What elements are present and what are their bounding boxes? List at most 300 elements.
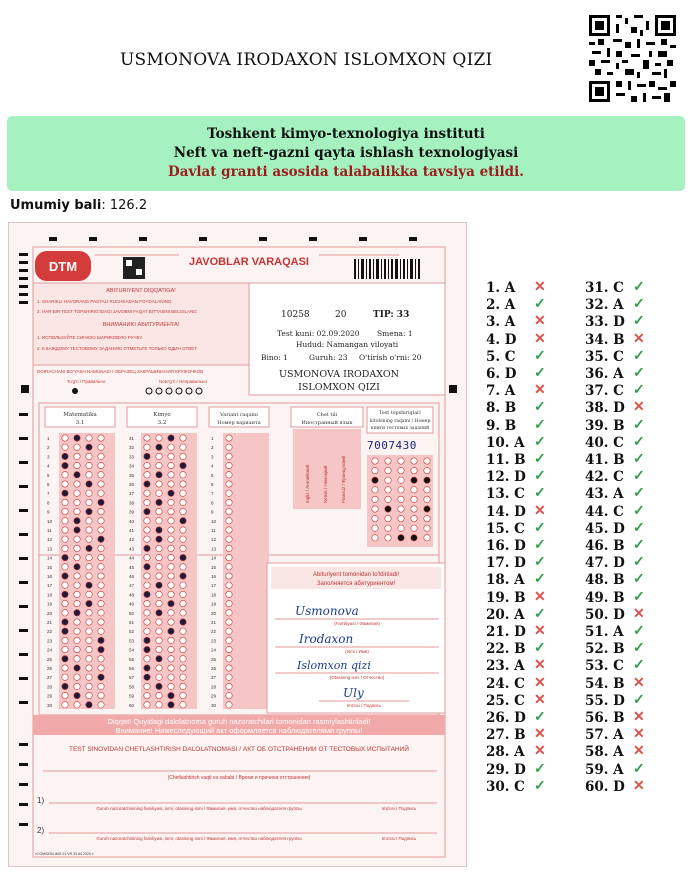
svg-text:14: 14 bbox=[211, 555, 217, 561]
answer-label: 27. B bbox=[486, 727, 526, 744]
answer-row bbox=[585, 641, 695, 658]
lang-2: Nemis / Немецкий bbox=[323, 465, 328, 503]
svg-text:5: 5 bbox=[211, 472, 214, 478]
svg-text:9: 9 bbox=[211, 509, 214, 515]
admission-banner bbox=[7, 116, 685, 191]
answer-label: 28. A bbox=[486, 744, 525, 761]
answer-row bbox=[585, 555, 695, 572]
svg-text:6: 6 bbox=[47, 482, 50, 487]
svg-text:13: 13 bbox=[47, 546, 53, 552]
cross-icon: ✕ bbox=[534, 313, 546, 330]
answer-label: 14. D bbox=[486, 503, 526, 520]
svg-text:39: 39 bbox=[129, 509, 135, 515]
svg-text:19: 19 bbox=[47, 601, 53, 607]
answer-label: 50. D bbox=[585, 606, 625, 623]
check-icon: ✓ bbox=[633, 382, 645, 399]
answer-label: 35. C bbox=[585, 348, 624, 365]
answer-row bbox=[585, 779, 695, 796]
check-icon: ✓ bbox=[633, 519, 645, 536]
svg-text:20: 20 bbox=[211, 610, 217, 616]
notice-title: ABITURIYENT DIQQATIGA! bbox=[106, 288, 176, 294]
answer-row bbox=[585, 710, 695, 727]
svg-text:29: 29 bbox=[47, 693, 53, 699]
svg-text:20: 20 bbox=[47, 610, 53, 616]
answer-label: 33. D bbox=[585, 314, 625, 331]
surname-label: (Familiyasi / Фамилия) bbox=[334, 621, 380, 626]
svg-text:37: 37 bbox=[129, 491, 135, 497]
svg-text:36: 36 bbox=[129, 482, 135, 487]
answer-row bbox=[486, 349, 596, 366]
answer-label: 57. A bbox=[585, 727, 624, 744]
col1-title: Matematika bbox=[63, 412, 97, 418]
answer-label: 51. A bbox=[585, 624, 624, 640]
answer-row bbox=[486, 538, 596, 555]
answer-row bbox=[486, 607, 596, 624]
answer-row bbox=[585, 572, 695, 589]
answer-row bbox=[486, 744, 596, 761]
answer-row bbox=[585, 383, 695, 400]
cross-icon: ✕ bbox=[633, 330, 645, 347]
cross-icon: ✕ bbox=[534, 588, 546, 605]
svg-text:3: 3 bbox=[47, 454, 50, 460]
answer-label: 10. A bbox=[486, 434, 525, 451]
svg-text:16: 16 bbox=[211, 574, 217, 579]
answer-label: 34. B bbox=[585, 331, 625, 348]
answer-label: 54. B bbox=[585, 675, 625, 692]
cross-icon: ✕ bbox=[534, 279, 546, 295]
answer-label: 44. C bbox=[585, 503, 624, 520]
svg-text:30: 30 bbox=[47, 702, 53, 708]
svg-text:9: 9 bbox=[47, 509, 50, 515]
check-icon: ✓ bbox=[633, 537, 645, 553]
lang-3: Fransuz / Французский bbox=[341, 455, 346, 503]
cross-icon: ✕ bbox=[534, 743, 546, 760]
answer-row bbox=[585, 538, 695, 555]
sheet-id: 10258 bbox=[281, 310, 310, 320]
sheet-name-2: ISLOMXON QIZI bbox=[298, 382, 380, 393]
check-icon: ✓ bbox=[534, 347, 546, 364]
svg-text:24: 24 bbox=[211, 647, 217, 653]
svg-text:21: 21 bbox=[211, 620, 217, 625]
check-icon: ✓ bbox=[534, 605, 546, 622]
wrong-label: Noto'g'ri / Неправильно bbox=[159, 379, 208, 384]
check-icon: ✓ bbox=[534, 433, 546, 450]
svg-text:22: 22 bbox=[47, 629, 53, 635]
barcode bbox=[354, 259, 420, 279]
svg-text:24: 24 bbox=[47, 647, 53, 653]
cross-icon: ✕ bbox=[633, 743, 645, 760]
cross-icon: ✕ bbox=[633, 777, 645, 794]
answer-label: 7. A bbox=[486, 383, 516, 400]
check-icon: ✓ bbox=[633, 296, 645, 313]
answer-row bbox=[486, 418, 596, 435]
svg-text:27: 27 bbox=[211, 675, 217, 681]
answer-label: 30. C bbox=[486, 778, 525, 795]
svg-text:6: 6 bbox=[211, 482, 214, 487]
lang-1: Ingliz / Английский bbox=[305, 464, 310, 503]
svg-text:18: 18 bbox=[47, 592, 53, 598]
svg-text:10: 10 bbox=[47, 518, 53, 524]
cross-icon: ✕ bbox=[534, 502, 546, 519]
svg-text:28: 28 bbox=[47, 684, 53, 690]
answer-label: 18. A bbox=[486, 572, 525, 589]
total-score-label: Umumiy bali bbox=[10, 198, 102, 213]
check-icon: ✓ bbox=[633, 640, 645, 657]
check-icon: ✓ bbox=[633, 554, 645, 571]
check-icon: ✓ bbox=[633, 279, 645, 295]
answer-label: 11. B bbox=[486, 452, 526, 468]
svg-text:19: 19 bbox=[211, 601, 217, 607]
cross-icon: ✕ bbox=[633, 605, 645, 622]
notice-title-ru: ВНИМАНИЮ АБИТУРИЕНТА! bbox=[102, 322, 180, 328]
answer-sheet-image bbox=[9, 223, 466, 866]
warning-2: Внимание! Нижеследующий акт оформляется наблюдателями группы! bbox=[115, 726, 363, 735]
answer-row bbox=[585, 590, 695, 607]
cross-icon: ✕ bbox=[633, 674, 645, 691]
answer-row bbox=[585, 727, 695, 744]
answer-label: 48. B bbox=[585, 572, 625, 589]
answer-label: 1. A bbox=[486, 280, 516, 296]
check-icon: ✓ bbox=[534, 468, 546, 485]
institute-name: Toshkent kimyo-texnologiya instituti bbox=[207, 126, 485, 142]
answer-row bbox=[486, 314, 596, 331]
answer-label: 42. C bbox=[585, 469, 624, 486]
answer-label: 23. A bbox=[486, 658, 525, 675]
answer-row bbox=[486, 572, 596, 589]
answer-label: 15. C bbox=[486, 520, 525, 537]
svg-text:22: 22 bbox=[211, 629, 217, 635]
answer-label: 43. A bbox=[585, 486, 624, 503]
check-icon: ✓ bbox=[633, 485, 645, 502]
check-icon: ✓ bbox=[633, 502, 645, 519]
col5-title: Test topshiriqlari bbox=[379, 411, 421, 416]
qr-code-icon bbox=[589, 15, 676, 102]
col3-title: Variant raqami bbox=[220, 412, 258, 418]
svg-text:28: 28 bbox=[211, 684, 217, 690]
svg-text:45: 45 bbox=[129, 564, 135, 570]
act-reason: (Chetlashtirish vaqti va sababi / Время и причина отстранения) bbox=[167, 775, 311, 781]
answer-label: 59. A bbox=[585, 761, 624, 778]
answer-label: 53. C bbox=[585, 658, 624, 675]
answer-label: 55. D bbox=[585, 692, 625, 709]
student-name: USMONOVA IRODAXON ISLOMXON QIZI bbox=[120, 50, 493, 70]
answer-label: 56. B bbox=[585, 710, 625, 726]
svg-text:23: 23 bbox=[211, 638, 217, 644]
svg-text:8: 8 bbox=[47, 500, 50, 506]
check-icon: ✓ bbox=[534, 399, 546, 416]
cross-icon: ✕ bbox=[534, 657, 546, 674]
answer-row bbox=[486, 710, 596, 727]
answer-row bbox=[585, 676, 695, 693]
answer-label: 3. A bbox=[486, 314, 516, 331]
col4-title: Chet tili bbox=[316, 412, 338, 418]
answer-label: 16. D bbox=[486, 538, 526, 554]
cross-icon: ✕ bbox=[534, 623, 546, 639]
svg-text:11: 11 bbox=[211, 528, 216, 533]
answer-row bbox=[585, 435, 695, 452]
check-icon: ✓ bbox=[633, 347, 645, 364]
act-2: 2) bbox=[37, 826, 45, 835]
col1-sub: 3.1 bbox=[75, 420, 85, 426]
answer-label: 58. A bbox=[585, 744, 624, 761]
check-icon: ✓ bbox=[633, 468, 645, 485]
answer-row bbox=[486, 693, 596, 710]
svg-text:7: 7 bbox=[211, 491, 214, 497]
answer-row bbox=[585, 400, 695, 417]
cross-icon: ✕ bbox=[534, 330, 546, 347]
svg-text:13: 13 bbox=[211, 546, 217, 552]
answer-label: 8. B bbox=[486, 400, 517, 417]
svg-text:29: 29 bbox=[211, 693, 217, 699]
answer-sheet-scan bbox=[8, 222, 467, 867]
answer-row bbox=[585, 624, 695, 641]
check-icon: ✓ bbox=[534, 451, 546, 467]
correct-label: To'g'ri / Правильно bbox=[67, 379, 106, 384]
observer-label-2: Guruh nazoratchisining familiyasi, ismi, otasining ismi / Фамилия, имя, отчество наблюдателя группы bbox=[96, 836, 302, 841]
answer-row bbox=[486, 383, 596, 400]
answer-label: 12. D bbox=[486, 469, 526, 486]
svg-text:11: 11 bbox=[47, 528, 52, 533]
svg-text:51: 51 bbox=[129, 620, 135, 625]
answer-row bbox=[585, 486, 695, 503]
answer-row bbox=[585, 297, 695, 314]
book-number: 7007430 bbox=[367, 439, 417, 452]
answer-label: 17. D bbox=[486, 555, 526, 572]
notice-1: 1. SHARIKLI HAVORANG PASTALI RUCHKADAN FOYDALANING. bbox=[37, 299, 173, 304]
check-icon: ✓ bbox=[534, 485, 546, 502]
answer-row bbox=[486, 727, 596, 744]
observer-label-1: Guruh nazoratchisining familiyasi, ismi, otasining ismi / Фамилия, имя, отчество наблюдателя группы bbox=[96, 806, 302, 811]
check-icon: ✓ bbox=[534, 777, 546, 794]
svg-text:26: 26 bbox=[47, 666, 53, 671]
svg-text:47: 47 bbox=[129, 583, 135, 589]
answer-label: 25. C bbox=[486, 692, 525, 709]
answer-label: 19. B bbox=[486, 589, 526, 606]
check-icon: ✓ bbox=[534, 640, 546, 657]
check-icon: ✓ bbox=[534, 519, 546, 536]
col5-sub: kitobining raqami / Номер bbox=[369, 419, 431, 424]
act-title: TEST SINOVIDAN CHETLASHTIRISH DALOLATNOMASI / АКТ ОБ ОТСТРАНЕНИИ ОТ ТЕСТОВЫХ ИСПЫТАНИЙ bbox=[69, 746, 409, 753]
answer-label: 41. B bbox=[585, 452, 625, 468]
svg-text:3: 3 bbox=[211, 454, 214, 460]
answer-label: 49. B bbox=[585, 589, 625, 606]
svg-text:56: 56 bbox=[129, 666, 135, 671]
svg-text:48: 48 bbox=[129, 592, 135, 598]
answer-label: 5. C bbox=[486, 348, 516, 365]
answer-row bbox=[585, 693, 695, 710]
answer-label: 47. D bbox=[585, 555, 625, 572]
answer-label: 24. C bbox=[486, 675, 525, 692]
total-score bbox=[10, 198, 147, 213]
svg-text:53: 53 bbox=[129, 638, 135, 644]
total-score-value: : 126.2 bbox=[101, 198, 148, 213]
col5-sub-2: книги тестовых заданий bbox=[370, 426, 430, 431]
check-icon: ✓ bbox=[534, 365, 546, 381]
answer-label: 6. D bbox=[486, 366, 517, 382]
col4-sub: Иностранный язык bbox=[301, 420, 353, 426]
svg-text:43: 43 bbox=[129, 546, 135, 552]
handwritten-patronymic: Islomxon qizi bbox=[297, 659, 371, 672]
svg-text:52: 52 bbox=[129, 629, 135, 635]
check-icon: ✓ bbox=[633, 760, 645, 777]
notice-3: 1. ИСПОЛЬЗУЙТЕ СИНЮЮ ШАРИКОВУЮ РУЧКУ. bbox=[37, 335, 143, 340]
check-icon: ✓ bbox=[534, 416, 546, 433]
answer-row bbox=[486, 332, 596, 349]
svg-text:16: 16 bbox=[47, 574, 53, 579]
svg-text:38: 38 bbox=[129, 500, 135, 506]
svg-text:1: 1 bbox=[211, 436, 214, 441]
answer-row bbox=[486, 280, 596, 297]
answer-label: 26. D bbox=[486, 710, 526, 726]
cross-icon: ✕ bbox=[633, 709, 645, 725]
answer-label: 31. C bbox=[585, 280, 624, 296]
answer-row bbox=[585, 658, 695, 675]
svg-text:58: 58 bbox=[129, 684, 135, 690]
svg-text:7: 7 bbox=[47, 491, 50, 497]
svg-text:54: 54 bbox=[129, 647, 135, 653]
sheet-seat: O'tirish o'rni: 20 bbox=[359, 353, 422, 362]
sheet-room: 20 bbox=[335, 310, 347, 320]
svg-text:55: 55 bbox=[129, 656, 135, 662]
answer-label: 46. B bbox=[585, 538, 625, 554]
svg-text:21: 21 bbox=[47, 620, 53, 625]
answer-row bbox=[585, 418, 695, 435]
svg-text:50: 50 bbox=[129, 610, 135, 616]
check-icon: ✓ bbox=[534, 554, 546, 571]
answer-row bbox=[486, 435, 596, 452]
svg-text:60: 60 bbox=[129, 702, 135, 708]
svg-text:25: 25 bbox=[211, 656, 217, 662]
answer-row bbox=[486, 486, 596, 503]
footer-code: «COMSIGN-IMG 01 VR 33 A4 2020 » bbox=[35, 852, 94, 856]
sheet-title: JAVOBLAR VARAQASI bbox=[189, 256, 309, 268]
check-icon: ✓ bbox=[633, 571, 645, 588]
check-icon: ✓ bbox=[534, 571, 546, 588]
answer-row bbox=[486, 624, 596, 641]
svg-text:30: 30 bbox=[211, 702, 217, 708]
check-icon: ✓ bbox=[633, 433, 645, 450]
sheet-shift: Smena: 1 bbox=[377, 329, 413, 338]
patronymic-label: (Otasining ismi / Отчество) bbox=[329, 675, 385, 680]
svg-text:41: 41 bbox=[129, 528, 135, 533]
svg-text:59: 59 bbox=[129, 693, 135, 699]
answer-row bbox=[486, 297, 596, 314]
check-icon: ✓ bbox=[633, 365, 645, 381]
sheet-building: Bino: 1 bbox=[261, 353, 288, 362]
svg-text:49: 49 bbox=[129, 601, 135, 607]
svg-text:44: 44 bbox=[129, 555, 135, 561]
answer-label: 32. A bbox=[585, 297, 624, 314]
svg-text:2: 2 bbox=[211, 445, 214, 451]
svg-text:26: 26 bbox=[211, 666, 217, 671]
svg-text:25: 25 bbox=[47, 656, 53, 662]
svg-text:31: 31 bbox=[129, 436, 135, 441]
answer-row bbox=[486, 469, 596, 486]
svg-text:42: 42 bbox=[129, 537, 135, 543]
check-icon: ✓ bbox=[534, 709, 546, 725]
svg-text:33: 33 bbox=[129, 454, 135, 460]
answer-row bbox=[486, 658, 596, 675]
svg-text:10: 10 bbox=[211, 518, 217, 524]
answer-label: 2. A bbox=[486, 297, 516, 314]
answer-row bbox=[486, 590, 596, 607]
svg-text:8: 8 bbox=[211, 500, 214, 506]
fill-title-ru: Заполняется абитуриентом! bbox=[316, 581, 396, 587]
svg-text:12: 12 bbox=[47, 537, 53, 543]
answer-label: 21. D bbox=[486, 624, 526, 640]
col2-title: Kimyo bbox=[153, 412, 171, 418]
answer-label: 36. A bbox=[585, 366, 624, 382]
svg-text:34: 34 bbox=[129, 463, 135, 469]
answer-label: 20. A bbox=[486, 606, 525, 623]
answer-label: 40. C bbox=[585, 434, 624, 451]
answer-label: 39. B bbox=[585, 417, 625, 434]
answer-row bbox=[585, 280, 695, 297]
check-icon: ✓ bbox=[633, 416, 645, 433]
sheet-group: Guruh: 23 bbox=[309, 353, 348, 362]
handwritten-surname: Usmonova bbox=[295, 604, 359, 618]
svg-text:4: 4 bbox=[47, 463, 50, 469]
answer-label: 52. B bbox=[585, 641, 625, 658]
handwritten-signature: Uly bbox=[343, 686, 364, 700]
check-icon: ✓ bbox=[633, 588, 645, 605]
answer-row bbox=[585, 366, 695, 383]
svg-text:15: 15 bbox=[47, 564, 53, 570]
answer-label: 9. B bbox=[486, 417, 517, 434]
svg-text:1: 1 bbox=[47, 436, 50, 441]
answer-label: 13. C bbox=[486, 486, 525, 503]
check-icon: ✓ bbox=[633, 313, 645, 330]
fill-title: Abituriyent tomonidan to'ldiriladi! bbox=[312, 572, 400, 578]
answer-row bbox=[585, 762, 695, 779]
observer-sign-1: Imzosi / Подпись bbox=[381, 806, 417, 811]
answer-row bbox=[486, 762, 596, 779]
answer-row bbox=[585, 332, 695, 349]
col2-sub: 3.2 bbox=[157, 420, 167, 426]
cross-icon: ✕ bbox=[633, 726, 645, 743]
answer-label: 29. D bbox=[486, 761, 526, 778]
cross-icon: ✕ bbox=[633, 399, 645, 416]
answer-label: 4. D bbox=[486, 331, 517, 348]
sheet-tip: TIP: 33 bbox=[373, 310, 410, 320]
answer-label: 37. C bbox=[585, 383, 624, 400]
sample-label: DOIRACHANI BO'YASH NAMUNASI / ОБРАЗЕЦ ЗАКРАШИВАНИЯ КРУЖОЧКОВ bbox=[37, 369, 204, 374]
svg-text:15: 15 bbox=[211, 564, 217, 570]
answer-row bbox=[486, 400, 596, 417]
signature-label: Imzosi / Подпись bbox=[346, 703, 382, 708]
answer-row bbox=[486, 555, 596, 572]
svg-text:2: 2 bbox=[47, 445, 50, 451]
svg-text:17: 17 bbox=[47, 583, 53, 589]
answer-row bbox=[486, 452, 596, 469]
cross-icon: ✕ bbox=[534, 691, 546, 708]
cross-icon: ✕ bbox=[534, 674, 546, 691]
handwritten-firstname: Irodaxon bbox=[299, 632, 354, 646]
check-icon: ✓ bbox=[534, 296, 546, 313]
check-icon: ✓ bbox=[633, 657, 645, 674]
sheet-name-1: USMONOVA IRODAXON bbox=[279, 369, 399, 380]
notice-4: 2. К КАЖДОМУ ТЕСТОВОМУ ЗАДАНИЮ ОТМЕТЬТЕ ТОЛЬКО ОДИН ОТВЕТ. bbox=[37, 346, 198, 351]
answer-row bbox=[585, 452, 695, 469]
answer-row bbox=[486, 366, 596, 383]
firstname-label: (Ismi / Имя) bbox=[345, 649, 369, 654]
sheet-region: Hudud: Namangan viloyati bbox=[295, 340, 399, 349]
sheet-logo: DTM bbox=[48, 259, 78, 274]
observer-sign-2: Imzosi / Подпись bbox=[381, 836, 417, 841]
answer-row bbox=[585, 744, 695, 761]
answer-label: 38. D bbox=[585, 400, 625, 417]
svg-text:18: 18 bbox=[211, 592, 217, 598]
